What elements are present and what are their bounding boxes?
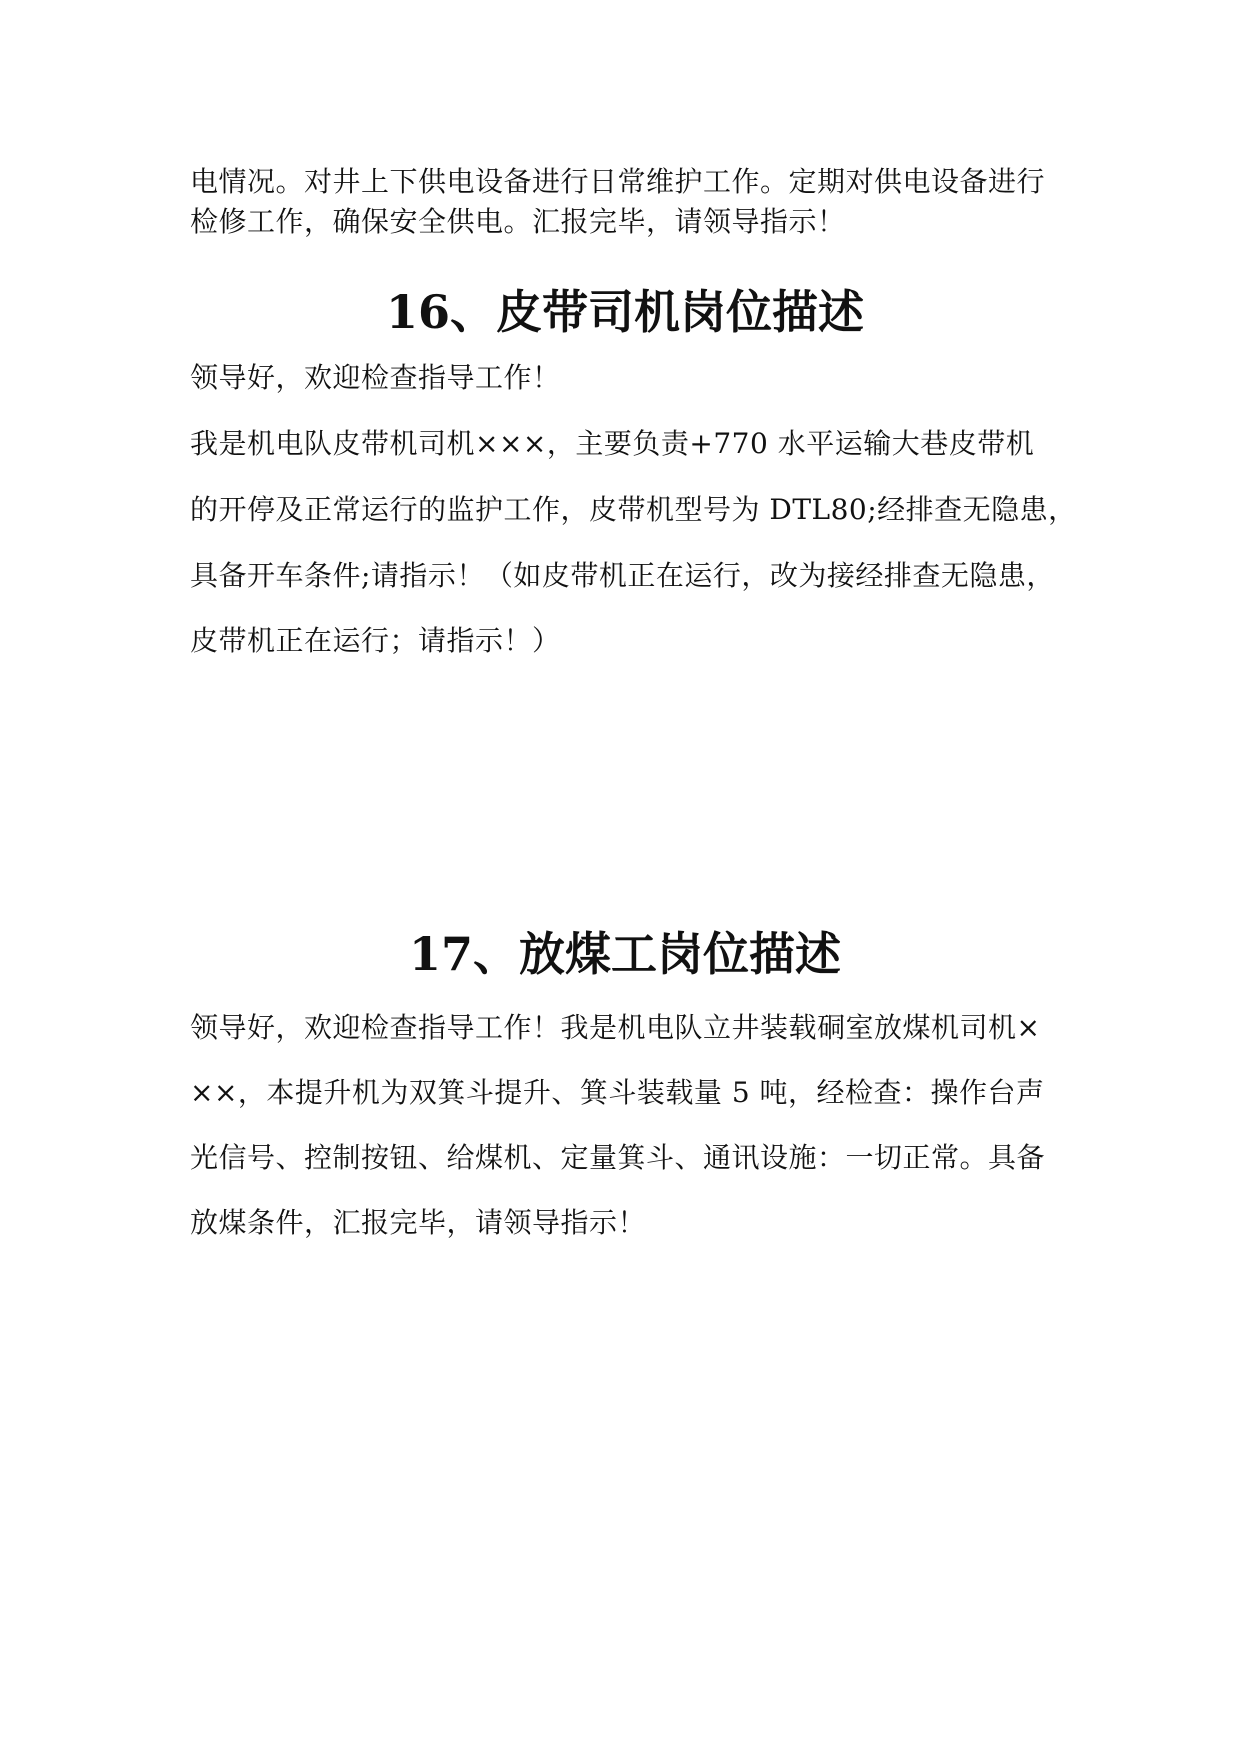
continuation-line-1: 电情况。对井上下供电设备进行日常维护工作。定期对供电设备进行	[190, 165, 1046, 198]
section-17-line-3: 光信号、控制按钮、给煤机、定量箕斗、通讯设施：一切正常。具备	[190, 1141, 1046, 1174]
section-17-line-4: 放煤条件，汇报完毕，请领导指示！	[190, 1206, 647, 1239]
section-17-line-2: ××，本提升机为双箕斗提升、箕斗装载量 5 吨，经检查：操作台声	[190, 1076, 1045, 1109]
section-16-line-1: 领导好，欢迎检查指导工作！	[190, 361, 561, 394]
section-16-line-4: 具备开车条件;请指示！（如皮带机正在运行，改为接经排查无隐患，	[190, 559, 1055, 592]
section-16-line-5: 皮带机正在运行；请指示！）	[190, 624, 561, 657]
section-17-heading: 17、放煤工岗位描述	[408, 927, 841, 981]
section-17-line-1: 领导好，欢迎检查指导工作！我是机电队立井装载硐室放煤机司机×	[190, 1011, 1041, 1044]
section-16-line-2: 我是机电队皮带机司机×××，主要负责+770 水平运输大巷皮带机	[190, 427, 1035, 460]
continuation-line-2: 检修工作，确保安全供电。汇报完毕，请领导指示！	[190, 205, 846, 238]
section-16-heading: 16、皮带司机岗位描述	[385, 285, 864, 339]
section-16-line-3: 的开停及正常运行的监护工作，皮带机型号为 DTL80;经排查无隐患，	[190, 493, 1077, 526]
